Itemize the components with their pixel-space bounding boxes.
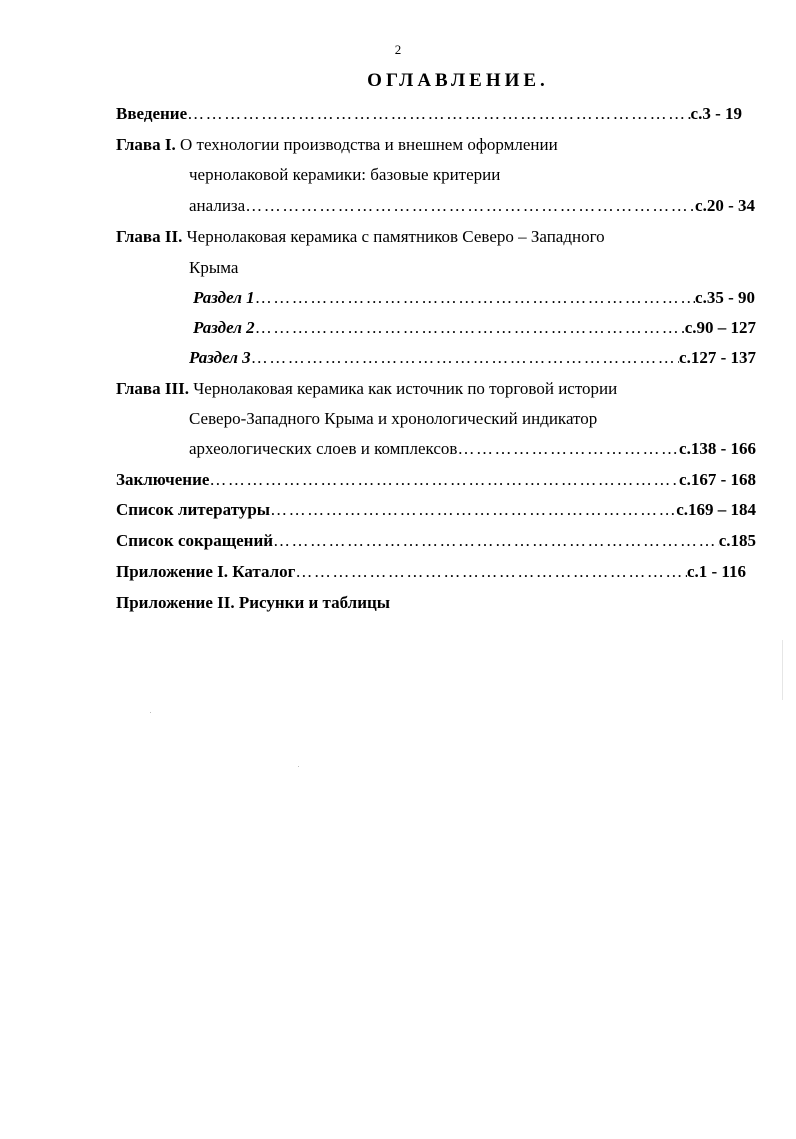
dot-leader: [255, 286, 695, 310]
toc-entry-appendix-1: [116, 560, 746, 584]
chapter-3-title-line-2: Северо-Западного Крыма и хронологический индикатор: [189, 409, 598, 428]
toc-entry-abbreviations: [116, 529, 756, 553]
section-3-page: с.127 - 137: [679, 348, 756, 367]
chapter-1-prefix: Глава I.: [116, 135, 176, 154]
toc-title: ОГЛАВЛЕНИЕ.: [367, 70, 549, 91]
toc-entry-section-2: [193, 316, 756, 340]
scan-speck: [150, 712, 151, 713]
dot-leader: [270, 498, 676, 522]
toc-entry-chapter-2-line-2: [189, 256, 489, 280]
toc-entry-chapter-3-line-3: [189, 437, 756, 461]
scan-speck: [298, 766, 299, 767]
abbreviations-label: Список сокращений: [116, 531, 274, 550]
toc-entry-chapter-3-line-1: [116, 377, 786, 401]
dot-leader: [273, 529, 719, 553]
chapter-1-title-line-1: О технологии производства и внешнем оформлении: [175, 135, 558, 154]
dot-leader: [457, 437, 679, 461]
toc-entry-appendix-2: [116, 591, 616, 615]
dot-leader: [209, 468, 679, 492]
toc-entry-section-3: [189, 346, 756, 370]
literature-page: с.169 – 184: [676, 500, 756, 519]
toc-entry-literature: [116, 498, 756, 522]
toc-entry-intro: [116, 102, 742, 126]
chapter-2-title-line-1: Чернолаковая керамика с памятников Северо – Западного: [182, 227, 605, 246]
toc-entry-intro-label: Введение: [116, 104, 188, 123]
dot-leader: [251, 346, 679, 370]
section-3-label: Раздел 3: [189, 348, 251, 367]
page-number: 2: [394, 42, 402, 57]
chapter-2-prefix: Глава II.: [116, 227, 183, 246]
chapter-2-title-line-2: Крыма: [189, 258, 239, 277]
toc-entry-chapter-1-line-1: [116, 133, 776, 157]
section-2-label: Раздел 2: [193, 318, 255, 337]
conclusion-page: с.167 - 168: [679, 470, 756, 489]
toc-entry-intro-page: с.3 - 19: [690, 104, 742, 123]
dot-leader: [255, 316, 685, 340]
dot-leader: [187, 102, 690, 126]
toc-entry-chapter-2-line-1: [116, 225, 776, 249]
dot-leader: [295, 560, 687, 584]
chapter-3-page: с.138 - 166: [679, 439, 756, 458]
appendix-1-page: с.1 - 116: [686, 562, 746, 581]
appendix-1-label: Приложение I. Каталог: [116, 562, 296, 581]
chapter-3-title-line-3: археологических слоев и комплексов: [189, 439, 458, 458]
toc-entry-chapter-3-line-2: [189, 407, 769, 431]
toc-entry-section-1: [193, 286, 755, 310]
chapter-3-title-line-1: Чернолаковая керамика как источник по торговой истории: [188, 379, 618, 398]
conclusion-label: Заключение: [116, 470, 210, 489]
abbreviations-page: с.185: [718, 531, 756, 550]
section-2-page: с.90 – 127: [684, 318, 756, 337]
chapter-3-prefix: Глава III.: [116, 379, 189, 398]
section-1-page: с.35 - 90: [695, 288, 755, 307]
toc-entry-chapter-1-line-2: [189, 163, 769, 187]
literature-label: Список литературы: [116, 500, 271, 519]
appendix-2-label: Приложение II. Рисунки и таблицы: [116, 593, 391, 612]
toc-entry-chapter-1-line-3: [189, 194, 755, 218]
chapter-1-title-line-2: чернолаковой керамики: базовые критерии: [189, 165, 501, 184]
section-1-label: Раздел 1: [193, 288, 255, 307]
scan-speck: [782, 640, 783, 700]
dot-leader: [245, 194, 695, 218]
chapter-1-page: с.20 - 34: [695, 196, 755, 215]
toc-entry-conclusion: [116, 468, 756, 492]
chapter-1-title-line-3: анализа: [189, 196, 246, 215]
